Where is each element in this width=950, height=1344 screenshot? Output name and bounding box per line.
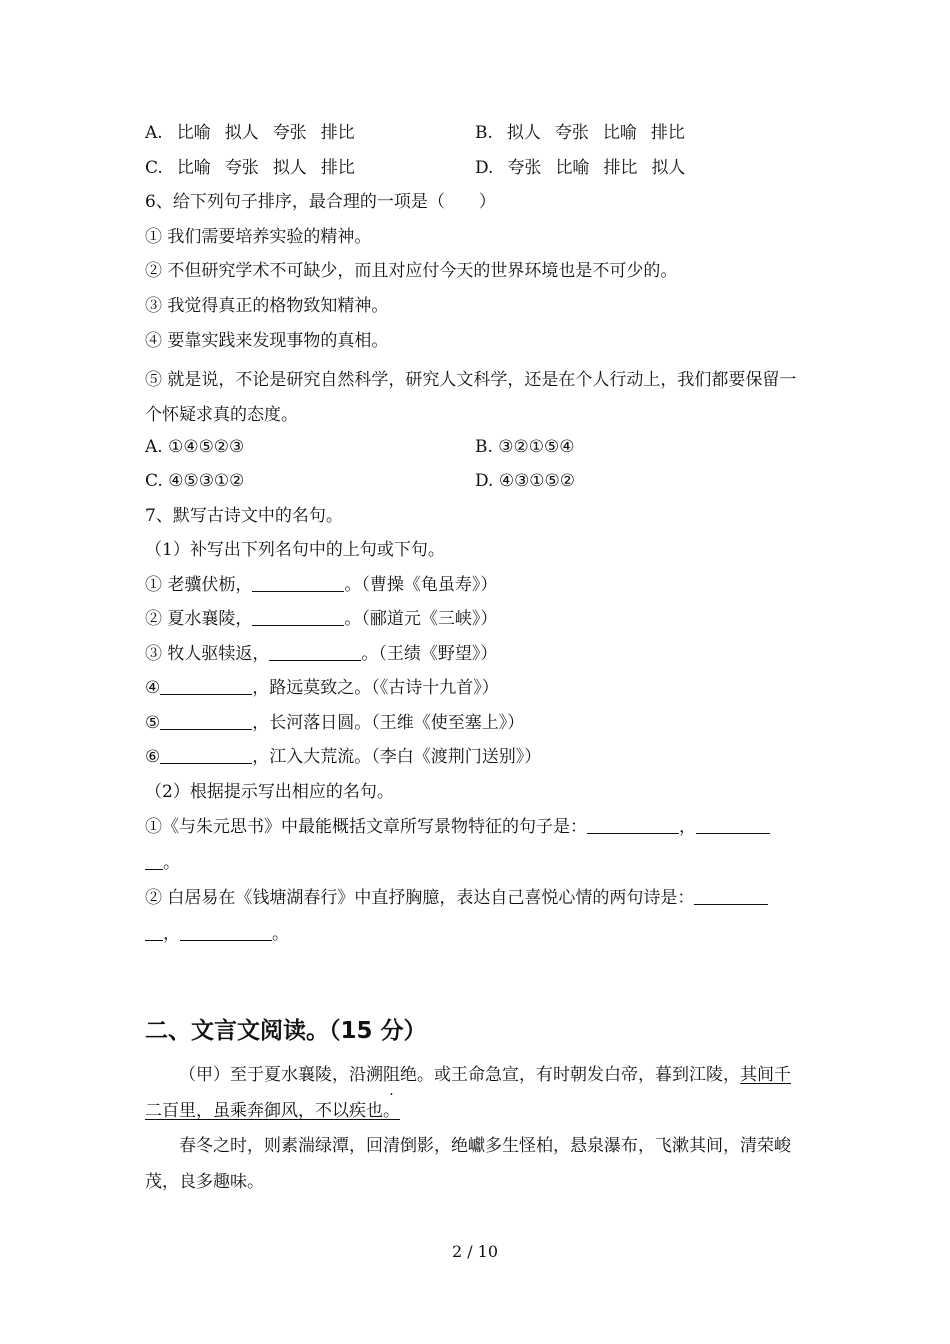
q5-option-b: B. 拟人 夸张 比喻 排比 (475, 123, 685, 143)
passage-paragraph-2: 春冬之时，则素湍绿潭，回清倒影，绝巘多生怪柏，悬泉瀑布，飞漱其间，清荣峻茂，良多趣味。 (145, 1136, 791, 1192)
q6-sentence-2: ② 不但研究学术不可缺少，而且对应付今天的世界环境也是不可少的。 (145, 261, 678, 281)
q7-item-1: ① 老骥伏枥， 。（曹操《龟虽寿》） (145, 575, 498, 595)
answer-blank[interactable] (696, 817, 770, 834)
q5-option-a: A. 比喻 拟人 夸张 排比 (145, 123, 355, 143)
answer-blank[interactable] (252, 575, 344, 592)
q7-item-2: ② 夏水襄陵， 。（郦道元《三峡》） (145, 609, 498, 629)
answer-blank[interactable] (269, 644, 361, 661)
q6-stem: 6、给下列句子排序，最合理的一项是（ ） (145, 192, 496, 212)
q7-part2-item-1: ①《与朱元思书》中最能概括文章所写景物特征的句子是： ， (145, 815, 770, 839)
q6-option-a: A. ①④⑤②③ (145, 437, 245, 457)
answer-blank[interactable] (180, 924, 272, 941)
q7-item-5: ⑤ ，长河落日圆。（王维《使至塞上》） (145, 713, 525, 733)
q7-part2-item-1-cont: 。 (145, 851, 180, 875)
q7-part2-item-2: ② 白居易在《钱塘湖春行》中直抒胸臆，表达自己喜悦心情的两句诗是： (145, 886, 768, 910)
section-2-heading: 二、文言文阅读。（15 分） (145, 1018, 427, 1044)
q6-option-c: C. ④⑤③①② (145, 471, 245, 491)
q6-sentence-4: ④ 要靠实践来发现事物的真相。 (145, 331, 389, 351)
q6-option-d: D. ④③①⑤② (475, 471, 576, 491)
page-number: 2 / 10 (451, 1242, 499, 1261)
q7-part2: （2）根据提示写出相应的名句。 (145, 782, 394, 802)
answer-blank[interactable] (145, 924, 163, 941)
q7-stem: 7、默写古诗文中的名句。 (145, 506, 343, 526)
q7-part2-item-2-cont: ， 。 (145, 922, 289, 946)
answer-blank[interactable] (252, 609, 344, 626)
q7-item-6: ⑥ ，江入大荒流。（李白《渡荆门送别》） (145, 747, 542, 767)
answer-blank[interactable] (145, 853, 163, 870)
q5-option-d: D. 夸张 比喻 排比 拟人 (475, 158, 686, 178)
q6-sentence-5: ⑤ 就是说，不论是研究自然科学，研究人文科学，还是在个人行动上，我们都要保留一个怀疑求真的态度。 (145, 370, 797, 425)
q7-part1: （1）补写出下列名句中的上句或下句。 (145, 540, 445, 560)
answer-blank[interactable] (160, 747, 252, 764)
answer-blank[interactable] (160, 678, 252, 695)
answer-blank[interactable] (587, 817, 679, 834)
q6-sentence-3: ③ 我觉得真正的格物致知精神。 (145, 296, 389, 316)
q5-option-c: C. 比喻 夸张 拟人 排比 (145, 158, 355, 178)
q7-item-3: ③ 牧人驱犊返， 。（王绩《野望》） (145, 644, 498, 664)
q6-option-b: B. ③②①⑤④ (475, 437, 575, 457)
answer-blank[interactable] (160, 713, 252, 730)
passage-paragraph-1: （甲）至于夏水襄陵，沿溯阻绝。或王命急宣，有时朝发白帝，暮到江陵，其间千二百里，虽乘奔御风，不以疾也。 (145, 1065, 791, 1121)
q6-sentence-1: ① 我们需要培养实验的精神。 (145, 227, 372, 247)
answer-blank[interactable] (694, 888, 768, 905)
emphasis-char: 溯 (366, 1065, 383, 1085)
q7-item-4: ④ ，路远莫致之。（《古诗十九首》） (145, 678, 499, 698)
